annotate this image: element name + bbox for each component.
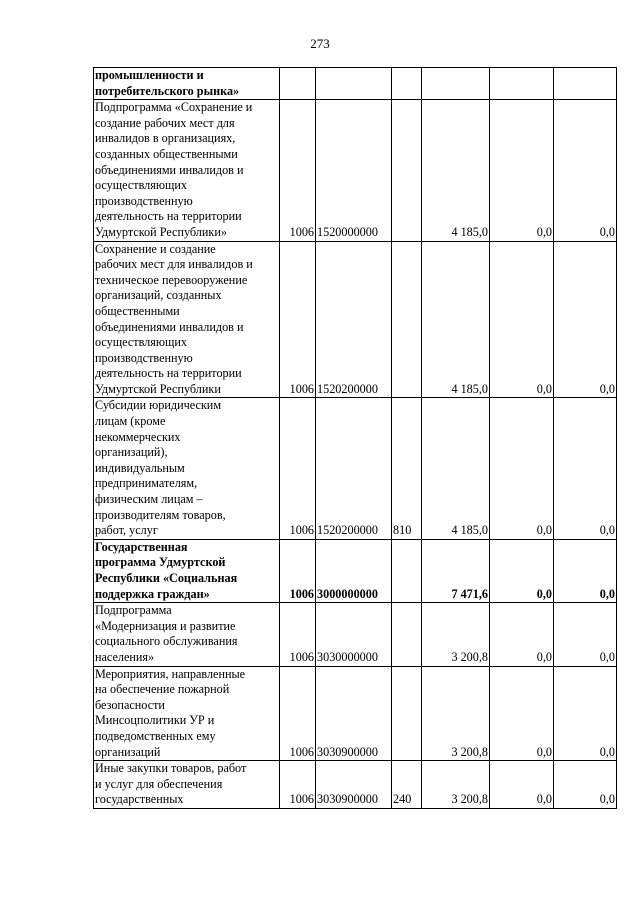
amount-cell: 3 200,8 <box>422 761 490 809</box>
row-name: Субсидии юридическим лицам (кроме некоммерческих организаций), индивидуальным предпринимателям, физическим лицам – производителям товаров, работ, услуг <box>94 398 280 539</box>
value-cell: 0,0 <box>554 666 617 761</box>
value-cell: 0,0 <box>490 603 554 666</box>
row-name: Государственная программа Удмуртской Республики «Социальная поддержка граждан» <box>94 539 280 602</box>
value-cell <box>490 68 554 100</box>
table-row <box>94 68 617 100</box>
target-article-code: 3000000000 <box>316 539 392 602</box>
row-name: Подпрограмма «Модернизация и развитие социального обслуживания населения» <box>94 603 280 666</box>
budget-table <box>93 67 617 809</box>
section-code <box>280 68 316 100</box>
expense-type-code <box>392 539 422 602</box>
amount-cell: 4 185,0 <box>422 398 490 539</box>
expense-type-code <box>392 100 422 241</box>
value-cell: 0,0 <box>490 241 554 398</box>
target-article-code: 1520000000 <box>316 100 392 241</box>
value-cell: 0,0 <box>490 398 554 539</box>
table-row <box>94 100 617 241</box>
value-cell: 0,0 <box>554 761 617 809</box>
row-name: Подпрограмма «Сохранение и создание рабочих мест для инвалидов в организациях, созданных общественными объединениями инвалидов и осуществляющих производственную деятельность на территории Удмуртской Республики» <box>94 100 280 241</box>
section-code: 1006 <box>280 241 316 398</box>
target-article-code: 1520200000 <box>316 398 392 539</box>
table-row <box>94 398 617 539</box>
section-code: 1006 <box>280 761 316 809</box>
value-cell: 0,0 <box>490 539 554 602</box>
value-cell: 0,0 <box>490 666 554 761</box>
target-article-code: 3030900000 <box>316 761 392 809</box>
table-row <box>94 241 617 398</box>
section-code: 1006 <box>280 398 316 539</box>
expense-type-code <box>392 241 422 398</box>
table-row <box>94 666 617 761</box>
value-cell: 0,0 <box>554 539 617 602</box>
section-code: 1006 <box>280 666 316 761</box>
value-cell <box>554 68 617 100</box>
expense-type-code: 240 <box>392 761 422 809</box>
target-article-code <box>316 68 392 100</box>
expense-type-code: 810 <box>392 398 422 539</box>
value-cell: 0,0 <box>490 100 554 241</box>
table-row <box>94 761 617 809</box>
amount-cell: 4 185,0 <box>422 100 490 241</box>
value-cell: 0,0 <box>490 761 554 809</box>
amount-cell <box>422 68 490 100</box>
amount-cell: 7 471,6 <box>422 539 490 602</box>
value-cell: 0,0 <box>554 100 617 241</box>
target-article-code: 3030000000 <box>316 603 392 666</box>
table-row <box>94 539 617 602</box>
target-article-code: 1520200000 <box>316 241 392 398</box>
section-code: 1006 <box>280 603 316 666</box>
expense-type-code <box>392 68 422 100</box>
table-row <box>94 603 617 666</box>
expense-type-code <box>392 603 422 666</box>
value-cell: 0,0 <box>554 398 617 539</box>
value-cell: 0,0 <box>554 241 617 398</box>
page-number: 273 <box>310 36 330 51</box>
amount-cell: 3 200,8 <box>422 603 490 666</box>
amount-cell: 3 200,8 <box>422 666 490 761</box>
target-article-code: 3030900000 <box>316 666 392 761</box>
section-code: 1006 <box>280 539 316 602</box>
row-name: Мероприятия, направленные на обеспечение пожарной безопасности Минсоцполитики УР и подведомственных ему организаций <box>94 666 280 761</box>
section-code: 1006 <box>280 100 316 241</box>
row-name: Сохранение и создание рабочих мест для инвалидов и техническое перевооружение организаций, созданных общественными объединениями инвалидов и осуществляющих производственную деятельность на территории Удмуртской Республики <box>94 241 280 398</box>
row-name: промышленности и потребительского рынка» <box>94 68 280 100</box>
amount-cell: 4 185,0 <box>422 241 490 398</box>
value-cell: 0,0 <box>554 603 617 666</box>
row-name: Иные закупки товаров, работ и услуг для обеспечения государственных <box>94 761 280 809</box>
expense-type-code <box>392 666 422 761</box>
